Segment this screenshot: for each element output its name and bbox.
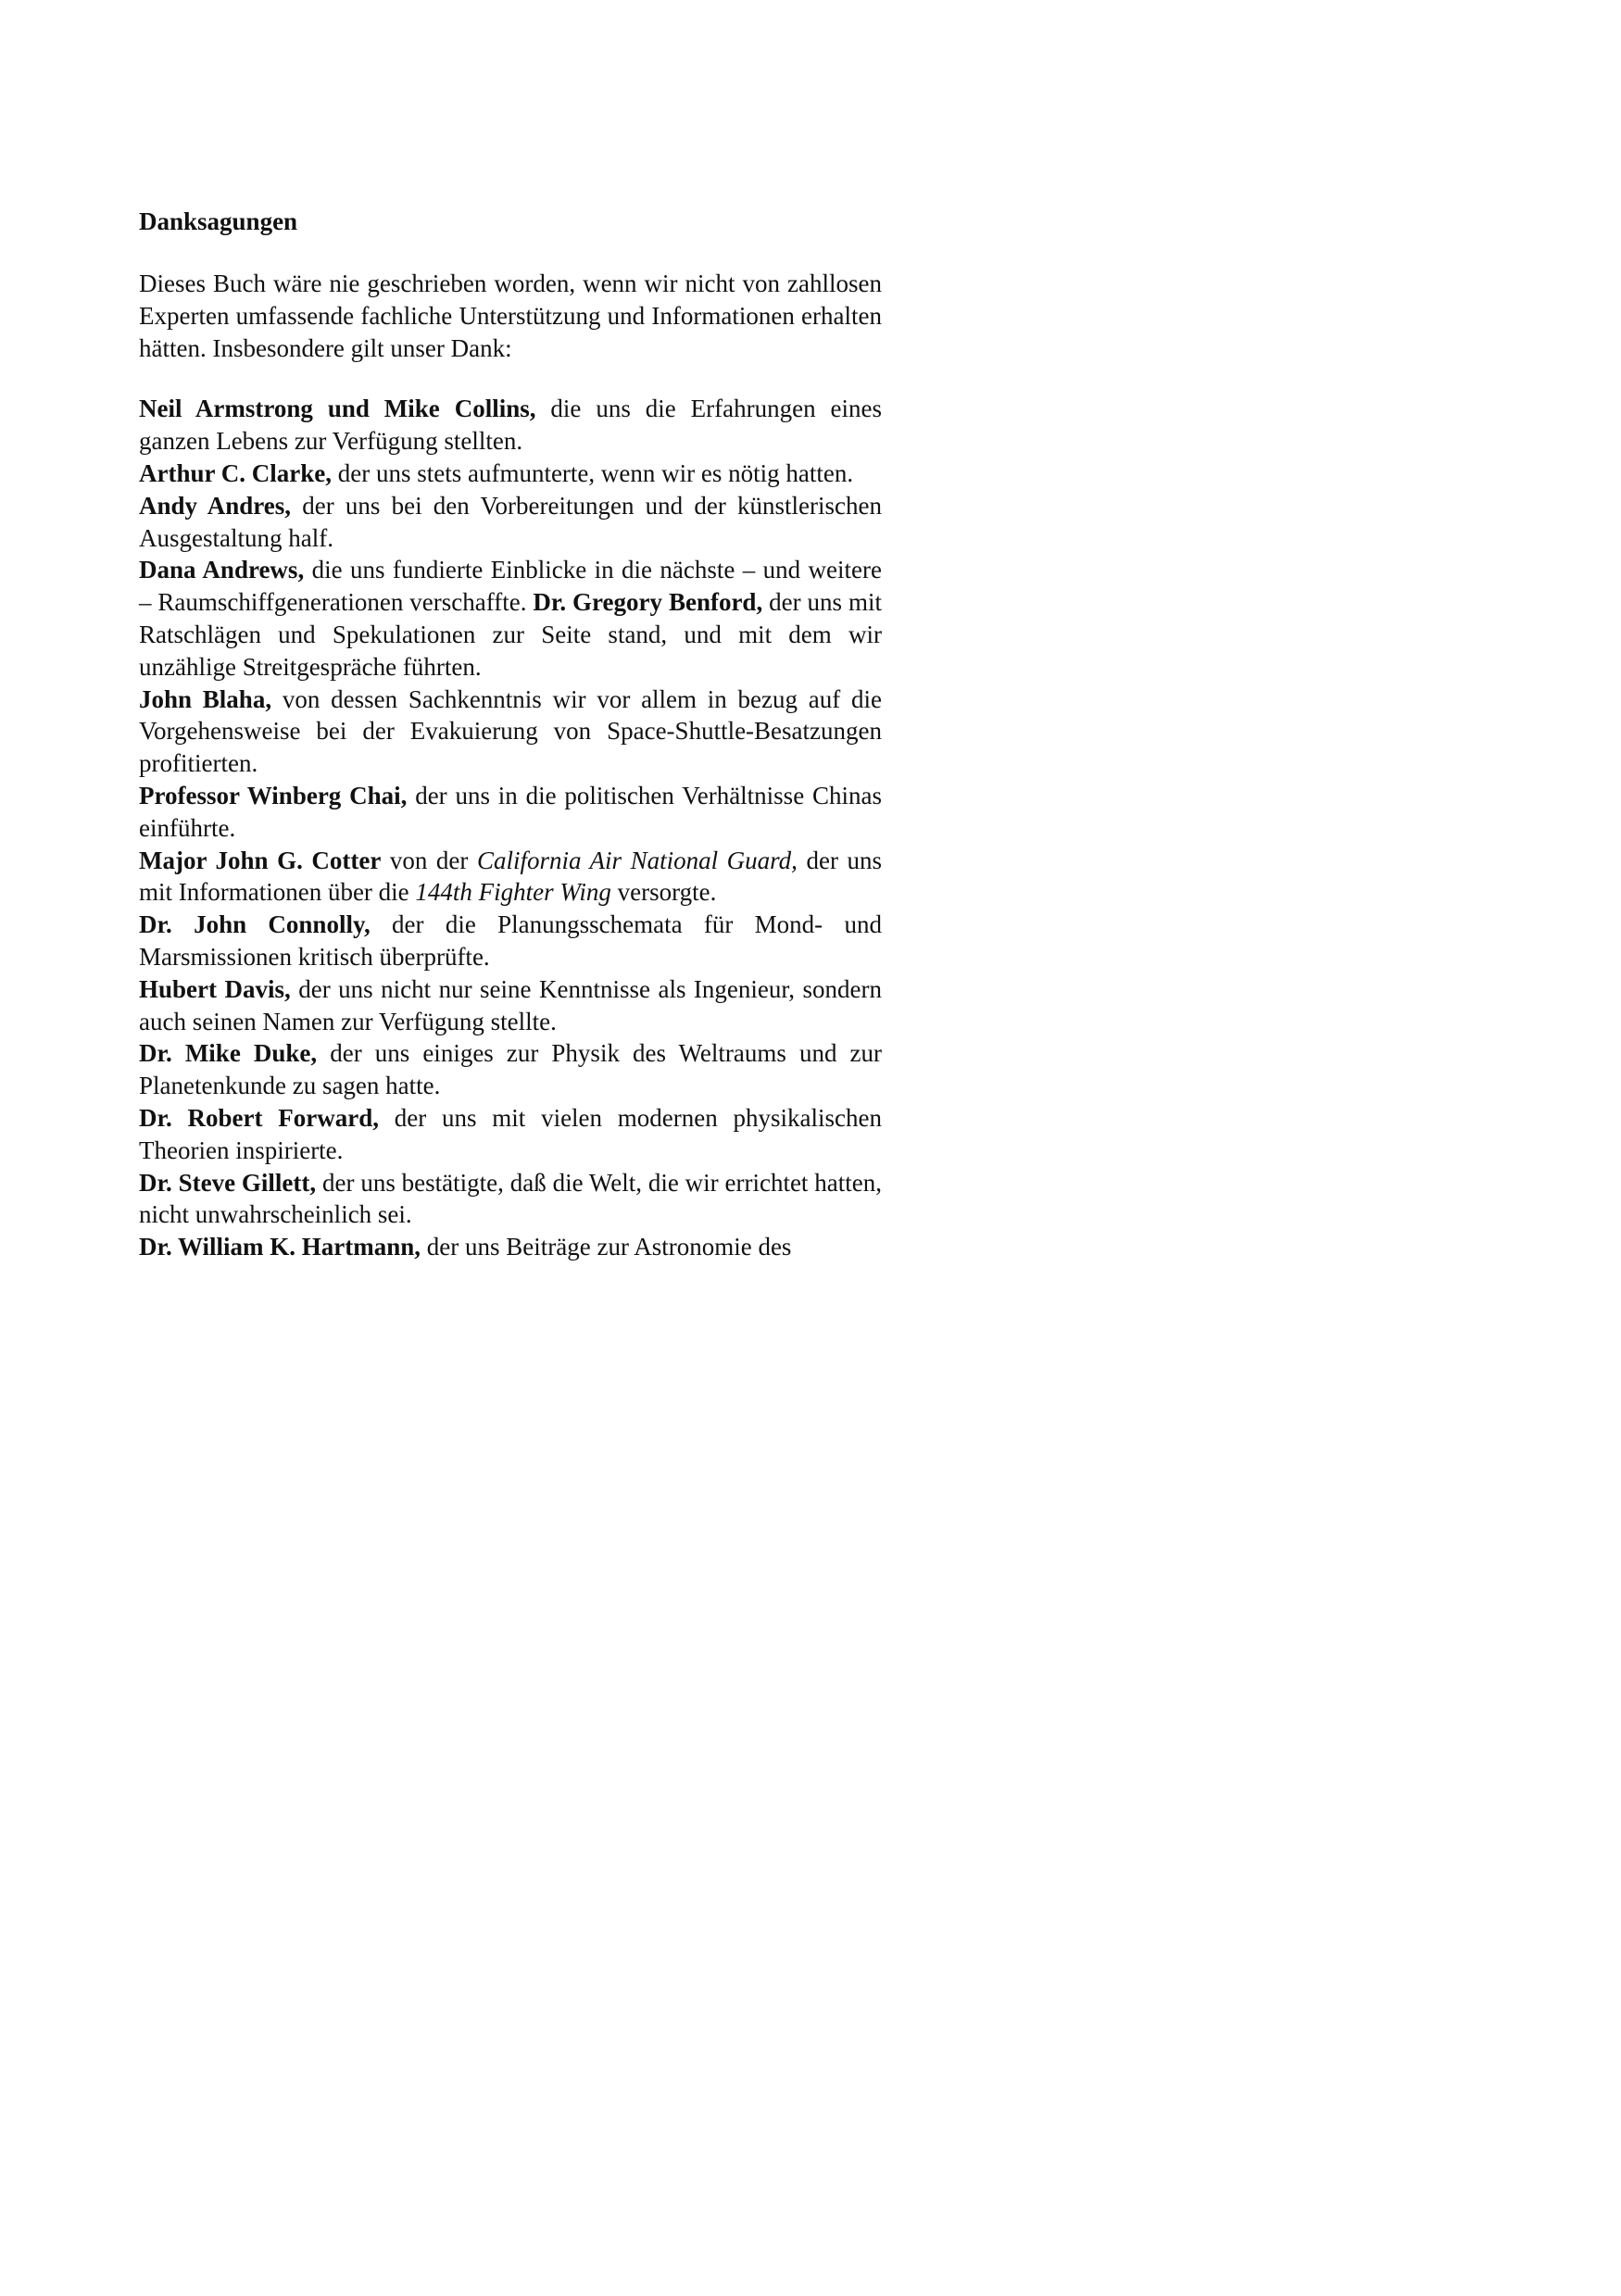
entry-name: Dr. Gregory Benford, — [533, 588, 763, 617]
entry-name: Neil Armstrong und Mike Collins, — [139, 395, 536, 423]
intro-paragraph: Dieses Buch wäre nie geschrieben worden, wenn wir nicht von zahllosen Experten umfassende fachliche Unterstützung und Informationen erhalten hätten. Insbesondere gilt unser Dank: — [139, 270, 882, 362]
acknowledgement-entry — [139, 845, 882, 910]
entry-text: der uns einiges zur Physik des Weltraums und zur Planetenkunde zu sagen hatte. — [139, 1039, 882, 1100]
entry-text: von der — [381, 846, 477, 874]
entry-text: der uns stets aufmunterte, wenn wir es nötig hatten. — [331, 458, 854, 487]
entry-text: der uns mit Informationen über die — [139, 846, 882, 907]
acknowledgement-entry — [139, 393, 882, 458]
entry-name: Dr. John Connolly, — [139, 910, 371, 939]
document-page — [139, 204, 882, 1263]
entry-text: die uns die Erfahrungen eines ganzen Lebens zur Verfügung stellten. — [139, 395, 883, 456]
entry-name: Dr. William K. Hartmann, — [139, 1233, 421, 1261]
acknowledgement-entry — [139, 780, 882, 845]
page-heading: Danksagungen — [139, 207, 298, 235]
entry-text: von dessen Sachkenntnis wir vor allem in bezug auf die Vorgehensweise bei der Evakuierung von Space-Shuttle-Besatzungen profitierten. — [139, 684, 882, 778]
entry-name: Dr. Steve Gillett, — [139, 1168, 317, 1197]
entry-text: der uns nicht nur seine Kenntnisse als Ingenieur, sondern auch seinen Namen zur Verfügung stellte. — [139, 974, 882, 1035]
entry-text: der die Planungsschemata für Mond- und Marsmissionen kritisch überprüfte. — [139, 910, 882, 971]
entry-text: der uns bestätigte, daß die Welt, die wir errichtet hatten, nicht unwahrscheinlich sei. — [139, 1168, 883, 1229]
entry-italic: 144th Fighter Wing — [415, 878, 611, 907]
entry-name: Major John G. Cotter — [139, 846, 382, 874]
entry-name: Dana Andrews, — [139, 556, 305, 584]
entry-italic: California Air National Guard, — [476, 846, 798, 874]
entry-name: Arthur C. Clarke, — [139, 458, 332, 487]
entry-name: Dr. Mike Duke, — [139, 1039, 318, 1068]
entry-text: der uns in die politischen Verhältnisse Chinas einführte. — [139, 781, 882, 842]
entry-name: Professor Winberg Chai, — [139, 781, 408, 809]
acknowledgement-entry — [139, 554, 882, 683]
entry-name: Hubert Davis, — [139, 974, 291, 1003]
entry-name: Dr. Robert Forward, — [139, 1103, 379, 1132]
entry-text: der uns mit Ratschlägen und Spekulationen zur Seite stand, und mit dem wir unzählige Streitgespräche führten. — [139, 588, 882, 681]
acknowledgement-entry — [139, 684, 882, 780]
acknowledgement-entry — [139, 490, 882, 555]
acknowledgement-entry — [139, 1167, 882, 1232]
entry-name: Andy Andres, — [139, 491, 292, 520]
acknowledgement-entry — [139, 973, 882, 1038]
acknowledgement-entry — [139, 1231, 882, 1263]
entry-text: der uns Beiträge zur Astronomie des — [421, 1233, 792, 1261]
entry-text: versorgte. — [610, 878, 717, 907]
entry-text: der uns bei den Vorbereitungen und der künstlerischen Ausgestaltung half. — [139, 491, 882, 552]
acknowledgement-entry — [139, 909, 882, 973]
entry-text: die uns fundierte Einblicke in die nächste – und weitere – Raumschiffgenerationen verschaffte. — [139, 556, 882, 617]
acknowledgement-entry — [139, 458, 882, 490]
acknowledgement-entry — [139, 1102, 882, 1167]
acknowledgement-entry — [139, 1037, 882, 1102]
entry-name: John Blaha, — [139, 684, 272, 713]
entry-text: der uns mit vielen modernen physikalischen Theorien inspirierte. — [139, 1103, 883, 1164]
